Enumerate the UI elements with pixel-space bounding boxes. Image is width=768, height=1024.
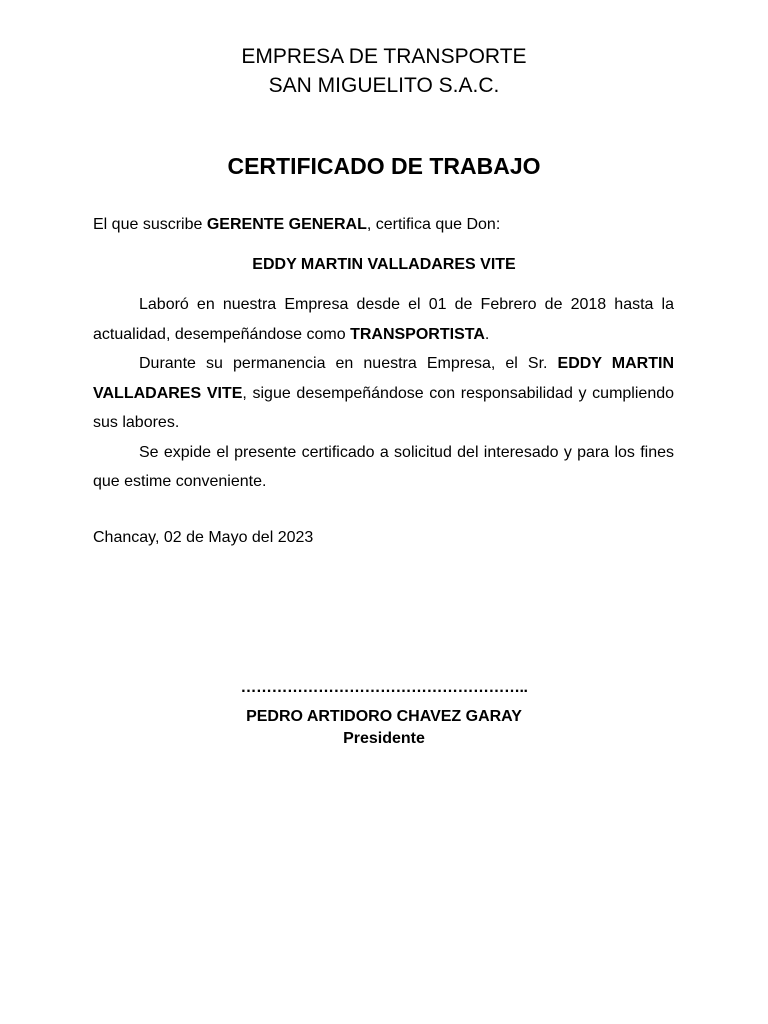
intro-line bbox=[93, 214, 675, 236]
signature-block bbox=[0, 676, 768, 750]
signature-line: ……………………………………………….. bbox=[240, 679, 528, 696]
paragraph-issuance: Se expide el presente certificado a solicitud del interesado y para los fines que estime conveniente. bbox=[93, 443, 674, 490]
paragraph-employment-end: . bbox=[484, 325, 490, 343]
paragraph-performance-end: , sigue desempeñándose con responsabilidad y cumpliendo sus labores. bbox=[93, 384, 675, 431]
employee-name: EDDY MARTIN VALLADARES VITE bbox=[252, 256, 516, 273]
issue-date: Chancay, 02 de Mayo del 2023 bbox=[93, 529, 314, 546]
company-name-line1: EMPRESA DE TRANSPORTE bbox=[241, 45, 527, 68]
company-header bbox=[0, 42, 768, 100]
paragraph-employment-text: Laboró en nuestra Empresa desde el 01 de Febrero de 2018 hasta la actualidad, desempeñándose como bbox=[93, 296, 674, 343]
paragraph-employment bbox=[93, 290, 674, 349]
intro-suffix: , certifica que Don: bbox=[366, 216, 501, 233]
signatory-role: Presidente bbox=[343, 730, 425, 747]
job-position: TRANSPORTISTA bbox=[350, 325, 485, 343]
intro-prefix: El que suscribe bbox=[93, 216, 207, 233]
company-name-line2: SAN MIGUELITO S.A.C. bbox=[268, 74, 500, 97]
document-title: CERTIFICADO DE TRABAJO bbox=[227, 153, 541, 179]
employee-name-inline: EDDY MARTIN VALLADARES VITE bbox=[93, 355, 674, 402]
signatory-name: PEDRO ARTIDORO CHAVEZ GARAY bbox=[246, 708, 522, 725]
certificate-body bbox=[93, 290, 674, 497]
paragraph-performance bbox=[93, 349, 674, 438]
intro-role: GERENTE GENERAL bbox=[206, 216, 367, 233]
paragraph-performance-text: Durante su permanencia en nuestra Empresa, el Sr. bbox=[139, 355, 558, 372]
